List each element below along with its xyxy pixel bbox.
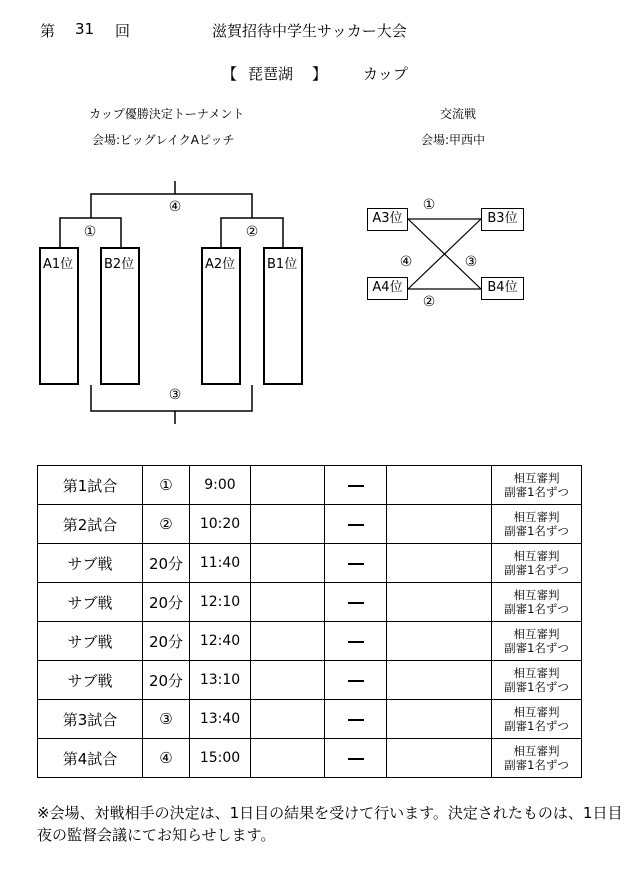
match-name: サブ戦 <box>38 661 143 700</box>
cup-name: 琵琶湖 <box>248 65 294 83</box>
versus-dash-icon <box>348 680 364 682</box>
schedule-body <box>38 466 582 778</box>
versus-cell <box>325 700 387 739</box>
match-name: 第2試合 <box>38 505 143 544</box>
kickoff-time: 13:10 <box>190 661 251 700</box>
kickoff-time: 10:20 <box>190 505 251 544</box>
team-away-cell <box>387 466 492 505</box>
versus-cell <box>325 739 387 778</box>
team-home-cell <box>251 505 325 544</box>
kickoff-time: 12:40 <box>190 622 251 661</box>
bracket-team-b2: B2位 <box>104 257 135 272</box>
referee-line-1: 相互審判 <box>513 510 560 524</box>
team-away-cell <box>387 505 492 544</box>
bracket-mark-4: ④ <box>168 199 182 215</box>
referee-cell <box>492 661 582 700</box>
referee-line-2: 副審1名ずつ <box>504 680 569 694</box>
match-name: 第4試合 <box>38 739 143 778</box>
footnote: ※会場、対戦相手の決定は、1日目の結果を受けて行います。決定されたものは、1日目夜の監督会議にてお知らせします。 <box>37 804 623 844</box>
schedule-row <box>38 661 582 700</box>
team-away-cell <box>387 739 492 778</box>
exchange-mark-2: ② <box>422 294 436 310</box>
kickoff-time: 15:00 <box>190 739 251 778</box>
match-name: サブ戦 <box>38 583 143 622</box>
kickoff-time: 13:40 <box>190 700 251 739</box>
schedule-row <box>38 700 582 739</box>
team-away-cell <box>387 544 492 583</box>
referee-line-2: 副審1名ずつ <box>504 485 569 499</box>
team-home-cell <box>251 622 325 661</box>
bracket-team-b1: B1位 <box>267 257 298 272</box>
versus-dash-icon <box>348 602 364 604</box>
versus-dash-icon <box>348 758 364 760</box>
match-number: 20分 <box>143 544 190 583</box>
versus-cell <box>325 661 387 700</box>
team-home-cell <box>251 466 325 505</box>
referee-line-2: 副審1名ずつ <box>504 719 569 733</box>
cup-suffix: カップ <box>363 65 408 83</box>
referee-cell <box>492 505 582 544</box>
exchange-team-a3: A3位 <box>367 208 408 231</box>
exchange-team-b3: B3位 <box>481 208 524 231</box>
schedule-row <box>38 622 582 661</box>
schedule-row <box>38 466 582 505</box>
bracket-mark-2: ② <box>245 224 259 240</box>
bracket-team-a2: A2位 <box>205 257 236 272</box>
versus-dash-icon <box>348 719 364 721</box>
team-home-cell <box>251 700 325 739</box>
schedule-table <box>37 465 582 778</box>
exchange-mark-4: ④ <box>399 254 413 270</box>
team-away-cell <box>387 622 492 661</box>
team-away-cell <box>387 661 492 700</box>
versus-cell <box>325 505 387 544</box>
versus-cell <box>325 622 387 661</box>
versus-cell <box>325 544 387 583</box>
exchange-mark-1: ① <box>422 197 436 213</box>
team-home-cell <box>251 583 325 622</box>
match-number: ② <box>143 505 190 544</box>
match-number: 20分 <box>143 583 190 622</box>
bracket-venue: 会場:ビッグレイクAピッチ <box>92 133 235 147</box>
bracket-mark-1: ① <box>83 224 97 240</box>
versus-dash-icon <box>348 524 364 526</box>
referee-cell <box>492 739 582 778</box>
exchange-team-b4: B4位 <box>481 277 524 300</box>
team-home-cell <box>251 544 325 583</box>
referee-line-1: 相互審判 <box>513 666 560 680</box>
match-name: 第1試合 <box>38 466 143 505</box>
kickoff-time: 11:40 <box>190 544 251 583</box>
referee-line-2: 副審1名ずつ <box>504 758 569 772</box>
edition-number: 31 <box>75 20 95 38</box>
referee-line-2: 副審1名ずつ <box>504 641 569 655</box>
exchange-title: 交流戦 <box>440 107 477 121</box>
edition-kai: 回 <box>115 22 131 40</box>
referee-line-2: 副審1名ずつ <box>504 602 569 616</box>
kickoff-time: 9:00 <box>190 466 251 505</box>
referee-line-2: 副審1名ずつ <box>504 524 569 538</box>
referee-line-1: 相互審判 <box>513 471 560 485</box>
bracket-mark-3: ③ <box>168 387 182 403</box>
versus-dash-icon <box>348 485 364 487</box>
cup-bracket-close: 】 <box>312 65 328 83</box>
match-number: ③ <box>143 700 190 739</box>
cup-bracket-open: 【 <box>222 65 238 83</box>
edition-dai: 第 <box>40 22 56 40</box>
referee-line-1: 相互審判 <box>513 549 560 563</box>
team-away-cell <box>387 583 492 622</box>
referee-cell <box>492 622 582 661</box>
referee-cell <box>492 466 582 505</box>
match-number: 20分 <box>143 661 190 700</box>
match-name: サブ戦 <box>38 622 143 661</box>
referee-line-2: 副審1名ずつ <box>504 563 569 577</box>
versus-dash-icon <box>348 641 364 643</box>
referee-line-1: 相互審判 <box>513 744 560 758</box>
referee-line-1: 相互審判 <box>513 588 560 602</box>
match-number: 20分 <box>143 622 190 661</box>
team-home-cell <box>251 661 325 700</box>
team-home-cell <box>251 739 325 778</box>
match-number: ① <box>143 466 190 505</box>
referee-cell <box>492 544 582 583</box>
tournament-title: 滋賀招待中学生サッカー大会 <box>212 22 407 40</box>
schedule-row <box>38 739 582 778</box>
exchange-venue: 会場:甲西中 <box>421 133 486 147</box>
match-name: 第3試合 <box>38 700 143 739</box>
bracket-team-a1: A1位 <box>43 257 74 272</box>
schedule-row <box>38 544 582 583</box>
referee-line-1: 相互審判 <box>513 627 560 641</box>
referee-line-1: 相互審判 <box>513 705 560 719</box>
schedule-row <box>38 583 582 622</box>
referee-cell <box>492 700 582 739</box>
match-name: サブ戦 <box>38 544 143 583</box>
schedule-row <box>38 505 582 544</box>
team-away-cell <box>387 700 492 739</box>
exchange-team-a4: A4位 <box>367 277 408 300</box>
kickoff-time: 12:10 <box>190 583 251 622</box>
versus-cell <box>325 583 387 622</box>
match-number: ④ <box>143 739 190 778</box>
versus-dash-icon <box>348 563 364 565</box>
exchange-mark-3: ③ <box>464 254 478 270</box>
bracket-title: カップ優勝決定トーナメント <box>89 107 245 121</box>
referee-cell <box>492 583 582 622</box>
versus-cell <box>325 466 387 505</box>
